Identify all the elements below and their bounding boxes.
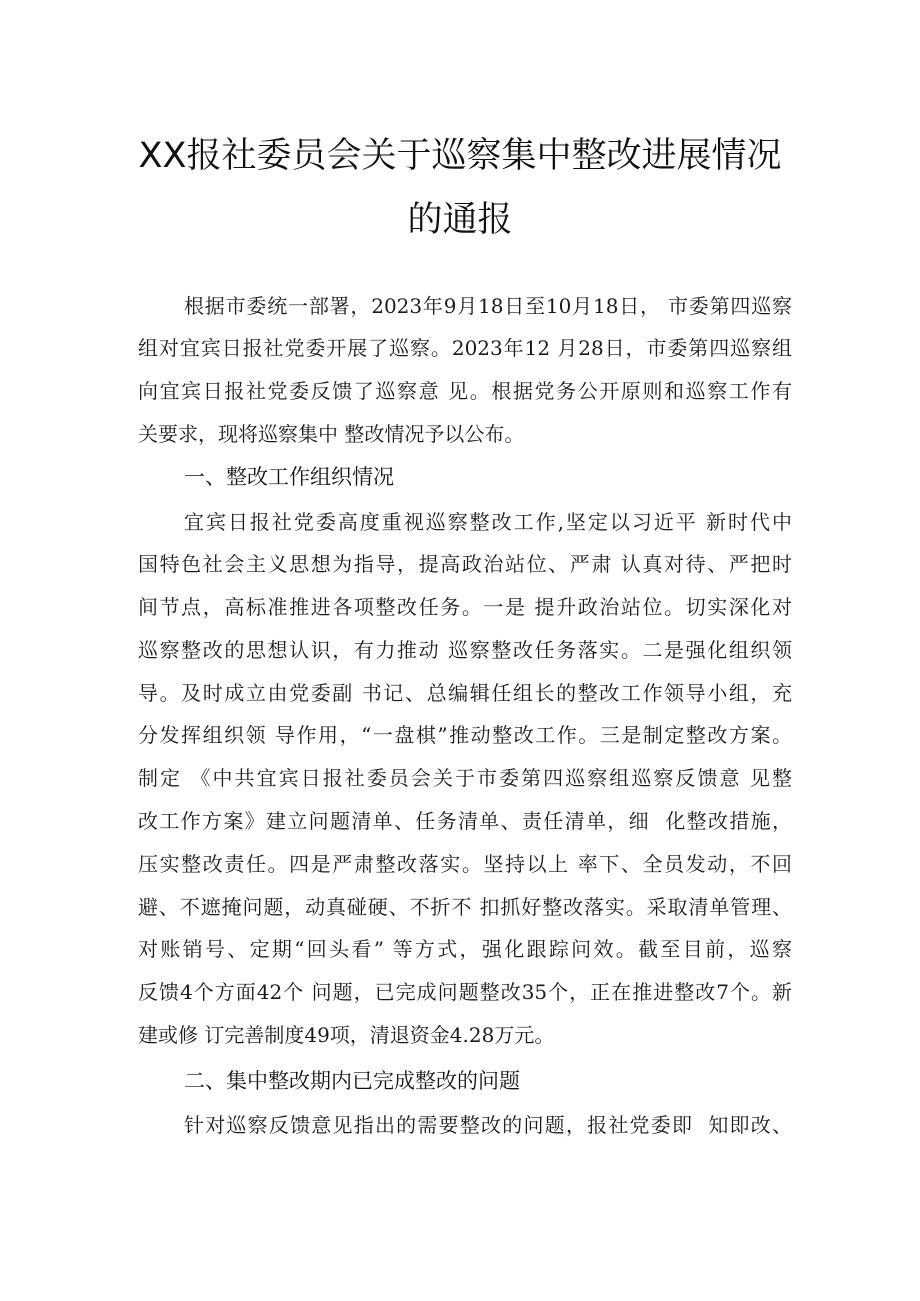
document-title-line-2: 的通报	[407, 200, 513, 240]
section1-line-2: 国特色社会主义思想为指导，提高政治站位、严肃 认真对待、严把时	[138, 552, 792, 576]
section-heading-1: 一、整改工作组织情况	[184, 465, 394, 489]
section1-line-9: 压实整改责任。四是严肃整改落实。坚持以上 率下、全员发动，不回	[138, 852, 792, 876]
section1-line-3: 间节点，高标准推进各项整改任务。一是 提升政治站位。切实深化对	[138, 595, 792, 619]
section1-line-10: 避、不遮掩问题，动真碰硬、不折不 扣抓好整改落实。采取清单管理、	[138, 895, 792, 919]
section1-line-13: 建或修 订完善制度49项，清退资金4.28万元。	[138, 1023, 555, 1047]
section2-line-1: 针对巡察反馈意见指出的需要整改的问题，报社党委即 知即改、	[184, 1113, 792, 1137]
section-heading-2: 二、集中整改期内已完成整改的问题	[184, 1069, 520, 1093]
section1-line-5: 导。及时成立由党委副 书记、总编辑任组长的整改工作领导小组，充	[138, 681, 792, 705]
section1-line-7: 制定 《中共宜宾日报社委员会关于市委第四巡察组巡察反馈意 见整	[138, 766, 792, 790]
section1-line-12: 反馈4个方面42个 问题，已完成问题整改35个，正在推进整改7个。新	[138, 980, 792, 1004]
section1-line-11: 对账销号、定期“回头看” 等方式，强化跟踪问效。截至目前，巡察	[138, 937, 792, 961]
section1-line-6: 分发挥组织领 导作用，“一盘棋”推动整改工作。三是制定整改方案。	[138, 723, 792, 747]
section1-line-1: 宜宾日报社党委高度重视巡察整改工作,坚定以习近平 新时代中	[184, 510, 792, 534]
intro-line-2: 组对宜宾日报社党委开展了巡察。2023年12 月28日，市委第四巡察组	[138, 336, 792, 360]
intro-line-1: 根据市委统一部署，2023年9月18日至10月18日， 市委第四巡察	[184, 294, 792, 318]
section1-line-8: 改工作方案》建立问题清单、任务清单、责任清单，细 化整改措施，	[138, 809, 792, 833]
document-title-line-1: XX报社委员会关于巡察集中整改进展情况	[138, 136, 782, 176]
intro-line-4: 关要求，现将巡察集中 整改情况予以公布。	[138, 422, 525, 446]
section1-line-4: 巡察整改的思想认识，有力推动 巡察整改任务落实。二是强化组织领	[138, 638, 792, 662]
intro-line-3: 向宜宾日报社党委反馈了巡察意 见。根据党务公开原则和巡察工作有	[138, 379, 792, 403]
